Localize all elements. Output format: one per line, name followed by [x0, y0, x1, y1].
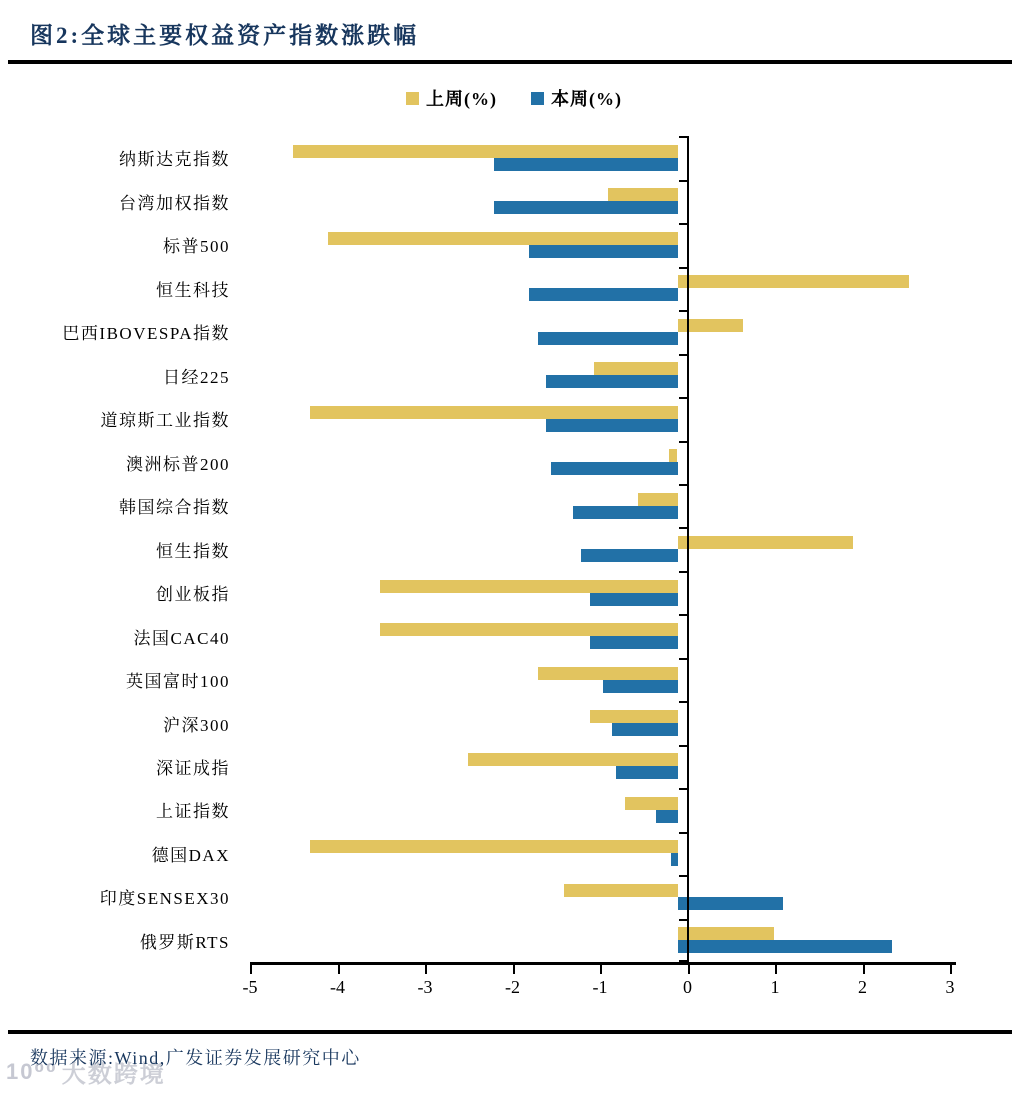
chart-row — [0, 701, 950, 744]
this-week-bar — [546, 375, 677, 388]
last-week-bar — [310, 840, 678, 853]
category-tick — [679, 223, 687, 225]
row-plot — [240, 267, 940, 310]
row-plot — [240, 440, 940, 483]
category-label: 台湾加权指数 — [119, 193, 230, 213]
category-tick — [679, 832, 687, 834]
x-axis-tick — [250, 965, 252, 974]
legend-item-this-week — [531, 85, 622, 111]
last-week-bar — [590, 710, 678, 723]
row-plot — [240, 875, 940, 918]
chart-row — [0, 919, 950, 962]
this-week-bar — [590, 636, 678, 649]
category-tick — [679, 354, 687, 356]
chart-row — [0, 745, 950, 788]
category-label: 英国富时100 — [126, 672, 230, 692]
row-plot — [240, 919, 940, 962]
last-week-bar — [564, 884, 678, 897]
category-label: 纳斯达克指数 — [119, 150, 230, 170]
x-axis-tick-label: 1 — [770, 977, 780, 998]
category-tick — [679, 180, 687, 182]
chart-row — [0, 267, 950, 310]
row-plot — [240, 136, 940, 179]
last-week-bar — [638, 493, 677, 506]
row-plot — [240, 745, 940, 788]
this-week-bar — [678, 940, 892, 953]
last-week-swatch-icon — [406, 92, 419, 105]
row-plot — [240, 658, 940, 701]
last-week-bar — [594, 362, 677, 375]
chart-row — [0, 354, 950, 397]
chart-row — [0, 223, 950, 266]
chart-row — [0, 571, 950, 614]
page-title: 图2:全球主要权益资产指数涨跌幅 — [30, 23, 420, 48]
category-label: 法国CAC40 — [133, 628, 230, 648]
category-label: 印度SENSEX30 — [99, 889, 230, 909]
chart-row — [0, 527, 950, 570]
chart-row — [0, 180, 950, 223]
category-tick — [679, 658, 687, 660]
chart-rows — [0, 136, 950, 962]
category-label: 恒生指数 — [156, 541, 230, 561]
category-tick — [679, 267, 687, 269]
category-label: 创业板指 — [156, 585, 230, 605]
last-week-bar — [608, 188, 678, 201]
chart-row — [0, 397, 950, 440]
row-plot — [240, 614, 940, 657]
row-plot — [240, 701, 940, 744]
category-tick — [679, 571, 687, 573]
chart-legend — [0, 86, 1028, 110]
category-label: 道琼斯工业指数 — [100, 411, 230, 431]
x-axis-tick-label: 0 — [683, 977, 692, 998]
chart-row — [0, 614, 950, 657]
category-tick — [679, 397, 687, 399]
x-axis-tick — [425, 965, 427, 974]
x-axis-tick — [775, 965, 777, 974]
x-axis-tick-label: 3 — [945, 977, 955, 998]
row-plot — [240, 180, 940, 223]
category-label: 上证指数 — [156, 802, 230, 822]
category-label: 日经225 — [163, 367, 230, 387]
category-tick — [679, 441, 687, 443]
category-label: 沪深300 — [163, 715, 230, 735]
data-source: 数据来源:Wind,广发证券发展研究中心 — [30, 1048, 361, 1068]
this-week-bar — [529, 245, 678, 258]
last-week-bar — [310, 406, 678, 419]
category-tick — [679, 788, 687, 790]
last-week-bar — [678, 536, 853, 549]
x-axis-tick — [863, 965, 865, 974]
x-axis-tick — [338, 965, 340, 974]
x-axis-tick — [688, 965, 690, 974]
x-axis-tick — [513, 965, 515, 974]
row-plot — [240, 527, 940, 570]
this-week-bar — [678, 897, 783, 910]
chart-row — [0, 658, 950, 701]
this-week-bar — [573, 506, 678, 519]
x-axis-tick-label: -1 — [592, 977, 608, 998]
x-axis — [242, 962, 956, 1008]
last-week-bar — [669, 449, 678, 462]
row-plot — [240, 571, 940, 614]
this-week-bar — [494, 158, 678, 171]
category-tick — [679, 745, 687, 747]
chart-row — [0, 484, 950, 527]
this-week-swatch-icon — [531, 92, 544, 105]
category-tick — [679, 527, 687, 529]
row-plot — [240, 832, 940, 875]
category-label: 深证成指 — [156, 758, 230, 778]
legend-label-last-week: 上周(%) — [426, 89, 497, 110]
last-week-bar — [678, 275, 910, 288]
this-week-bar — [538, 332, 678, 345]
chart-row — [0, 875, 950, 918]
watermark-logo-icon: 10⁰⁰ — [6, 1058, 58, 1084]
last-week-bar — [678, 927, 774, 940]
x-axis-tick-label: -5 — [242, 977, 258, 998]
row-plot — [240, 223, 940, 266]
title-divider — [8, 60, 1012, 64]
x-axis-tick-label: -3 — [417, 977, 433, 998]
this-week-bar — [671, 853, 677, 866]
this-week-bar — [529, 288, 678, 301]
last-week-bar — [380, 580, 678, 593]
legend-item-last-week — [406, 85, 497, 111]
category-tick — [679, 614, 687, 616]
category-label: 澳洲标普200 — [126, 454, 230, 474]
this-week-bar — [616, 766, 677, 779]
row-plot — [240, 484, 940, 527]
x-axis-tick — [950, 965, 952, 974]
row-plot — [240, 397, 940, 440]
category-tick — [679, 310, 687, 312]
this-week-bar — [581, 549, 677, 562]
x-axis-tick-label: 2 — [858, 977, 867, 998]
category-label: 韩国综合指数 — [119, 498, 230, 518]
chart-row — [0, 310, 950, 353]
category-tick — [679, 875, 687, 877]
x-axis-tick-label: -2 — [505, 977, 520, 998]
this-week-bar — [494, 201, 678, 214]
chart-row — [0, 788, 950, 831]
last-week-bar — [380, 623, 678, 636]
chart-row — [0, 832, 950, 875]
row-plot — [240, 310, 940, 353]
zero-axis-line — [687, 136, 689, 962]
x-axis-tick-label: -4 — [330, 977, 345, 998]
footer-divider — [8, 1030, 1012, 1034]
category-label: 标普500 — [163, 237, 230, 257]
category-label: 德国DAX — [151, 845, 230, 865]
last-week-bar — [625, 797, 678, 810]
category-tick — [679, 919, 687, 921]
category-tick — [679, 484, 687, 486]
category-label: 巴西IBOVESPA指数 — [62, 324, 230, 344]
this-week-bar — [603, 680, 677, 693]
bar-chart — [0, 136, 1028, 1008]
row-plot — [240, 354, 940, 397]
last-week-bar — [293, 145, 678, 158]
last-week-bar — [538, 667, 678, 680]
chart-row — [0, 136, 950, 179]
category-label: 俄罗斯RTS — [139, 932, 230, 952]
watermark-text: 大数跨境 — [61, 1061, 166, 1088]
chart-header — [0, 0, 1028, 52]
x-axis-tick — [600, 965, 602, 974]
category-tick — [679, 136, 687, 138]
category-label: 恒生科技 — [156, 280, 230, 300]
last-week-bar — [468, 753, 678, 766]
row-plot — [240, 788, 940, 831]
category-tick — [679, 701, 687, 703]
chart-row — [0, 440, 950, 483]
this-week-bar — [551, 462, 678, 475]
this-week-bar — [612, 723, 678, 736]
this-week-bar — [590, 593, 678, 606]
this-week-bar — [656, 810, 678, 823]
legend-label-this-week: 本周(%) — [551, 89, 622, 110]
last-week-bar — [328, 232, 678, 245]
this-week-bar — [546, 419, 677, 432]
